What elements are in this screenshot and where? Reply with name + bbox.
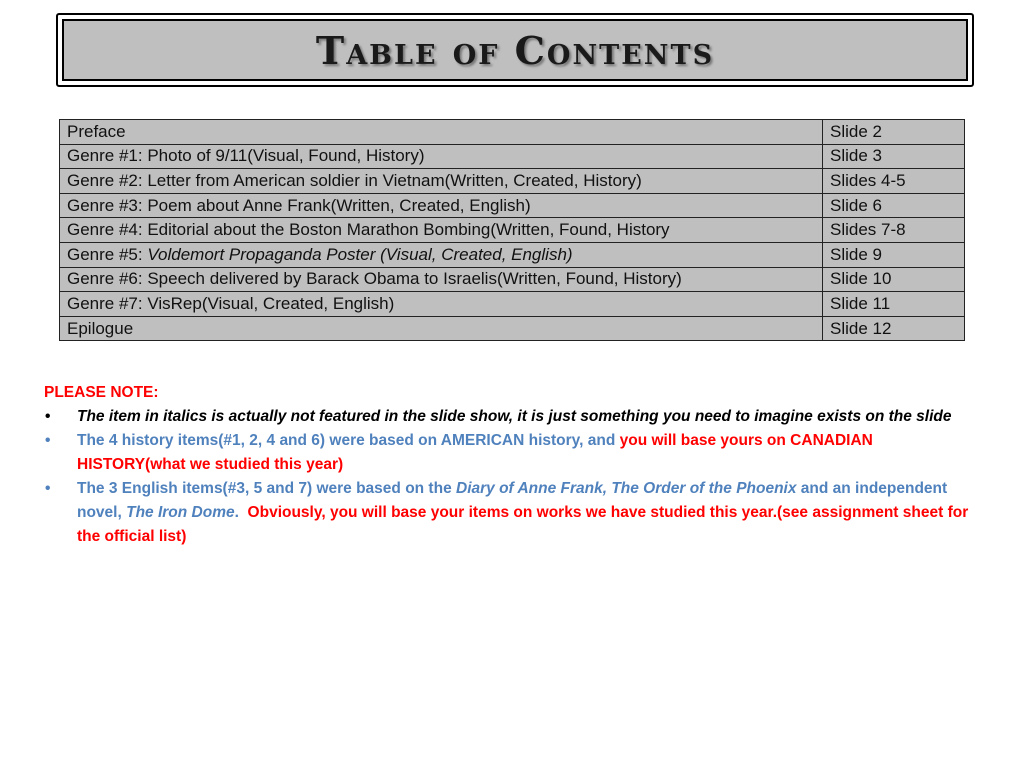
page-title: Table of Contents xyxy=(315,27,715,73)
toc-slide-cell: Slide 6 xyxy=(823,193,965,218)
title-box xyxy=(56,13,974,87)
table-row xyxy=(60,292,965,317)
note-text-red: Obviously, you will base your items on works we have studied this year.(see assignment sheet for the official list) xyxy=(77,504,969,545)
toc-item-cell: Genre #6: Speech delivered by Barack Obama to Israelis(Written, Found, History) xyxy=(60,267,823,292)
note-text-blue: and an independent novel, xyxy=(77,480,948,521)
table-row xyxy=(60,193,965,218)
toc-slide-cell: Slide 12 xyxy=(823,316,965,341)
toc-item-cell: Preface xyxy=(60,120,823,145)
toc-item-cell: Epilogue xyxy=(60,316,823,341)
toc-slide-cell: Slides 4-5 xyxy=(823,169,965,194)
table-row xyxy=(60,218,965,243)
bullet-icon: • xyxy=(45,408,51,425)
toc-item-cell xyxy=(60,242,823,267)
bullet-icon: • xyxy=(45,432,51,449)
toc-slide-cell: Slide 9 xyxy=(823,242,965,267)
toc-item-cell: Genre #2: Letter from American soldier in Vietnam(Written, Created, History) xyxy=(60,169,823,194)
table-row xyxy=(60,242,965,267)
table-row xyxy=(60,120,965,145)
table-row xyxy=(60,169,965,194)
toc-item-cell: Genre #4: Editorial about the Boston Marathon Bombing(Written, Found, History xyxy=(60,218,823,243)
toc-item-cell: Genre #3: Poem about Anne Frank(Written, Created, English) xyxy=(60,193,823,218)
toc-item-cell: Genre #1: Photo of 9/11(Visual, Found, History) xyxy=(60,144,823,169)
notes-heading: PLEASE NOTE: xyxy=(44,384,159,401)
toc-slide-cell: Slide 3 xyxy=(823,144,965,169)
toc-item-italic: Voldemort Propaganda Poster (Visual, Created, English) xyxy=(147,244,573,264)
note-item xyxy=(44,429,979,477)
note-text-blue: . xyxy=(234,504,248,521)
toc-item-cell: Genre #7: VisRep(Visual, Created, English) xyxy=(60,292,823,317)
bullet-icon: • xyxy=(45,480,51,497)
note-text: The item in italics is actually not featured in the slide show, it is just something you need to imagine exists on the slide xyxy=(77,408,952,425)
table-row xyxy=(60,144,965,169)
toc-item-prefix: Genre #5: xyxy=(67,244,148,264)
toc-slide-cell: Slides 7-8 xyxy=(823,218,965,243)
note-text-blue: The 4 history items(#1, 2, 4 and 6) were based on AMERICAN history, and xyxy=(77,432,620,449)
table-row xyxy=(60,316,965,341)
note-text-red: you will base yours on CANADIAN HISTORY(what we studied this year) xyxy=(77,432,873,473)
note-item xyxy=(44,477,979,549)
notes-section xyxy=(44,381,979,549)
note-text-blue: The 3 English items(#3, 5 and 7) were based on the xyxy=(77,480,456,497)
table-row xyxy=(60,267,965,292)
toc-table xyxy=(59,119,965,341)
toc-slide-cell: Slide 2 xyxy=(823,120,965,145)
toc-slide-cell: Slide 10 xyxy=(823,267,965,292)
note-text-italic: The Iron Dome xyxy=(126,504,235,521)
title-box-inner xyxy=(62,19,968,81)
toc-slide-cell: Slide 11 xyxy=(823,292,965,317)
note-text-italic: Diary of Anne Frank, The Order of the Phoenix xyxy=(456,480,797,497)
note-item xyxy=(44,405,979,429)
